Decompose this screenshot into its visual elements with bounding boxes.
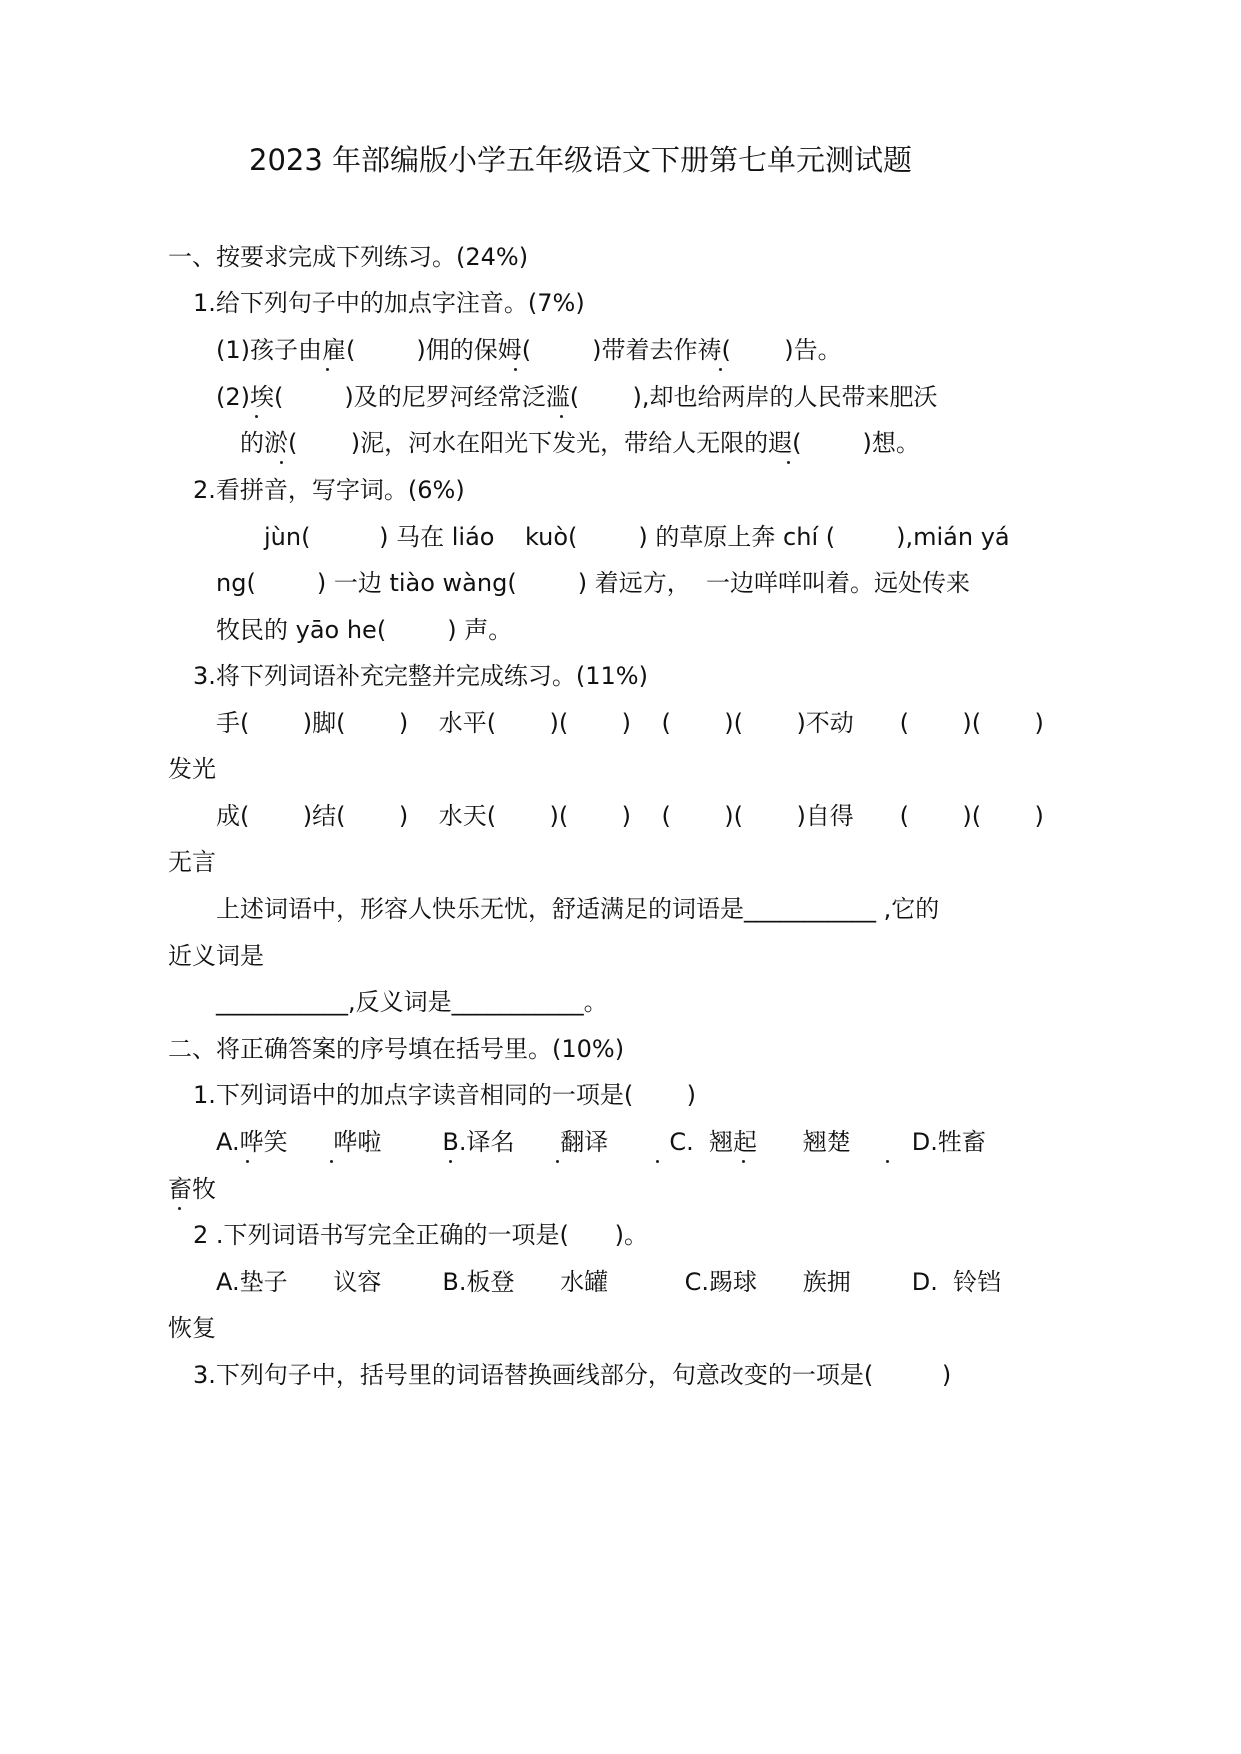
question-1-1-item-1: (1)孩子由雇( )佣的保姆( )带着去作祷( )告。 [216,336,842,364]
pinyin-line-2: ng( ) 一边 tiào wàng( ) 着远方， 一边咩咩叫着。远处传来 [216,569,970,597]
question-2-1: 1.下列词语中的加点字读音相同的一项是( ) [193,1081,697,1109]
exam-title: 2023 年部编版小学五年级语文下册第七单元测试题 [249,143,913,177]
question-1-2: 2.看拼音，写字词。(6%) [193,476,465,504]
emphasis-dot [656,1160,659,1163]
emphasis-dot [886,1160,889,1163]
question-2-2-options-cont: 恢复 [168,1314,216,1342]
idiom-row-2-cont: 无言 [168,848,216,876]
idiom-row-1: 手( )脚( ) 水平( )( ) ( )( )不动 ( )( ) [216,709,1044,737]
emphasis-dot [246,1160,249,1163]
emphasis-dot [330,1160,333,1163]
emphasis-dot [560,415,563,418]
emphasis-dot [280,461,283,464]
question-1-3: 3.将下列词语补充完整并完成练习。(11%) [193,662,648,690]
question-2-1-options-cont: 畜牧 [168,1175,216,1203]
question-2-2: 2 .下列词语书写完全正确的一项是( )。 [193,1221,649,1249]
section-2-heading: 二、将正确答案的序号填在括号里。(10%) [168,1035,625,1063]
emphasis-dot [326,368,329,371]
pinyin-line-1: jùn( ) 马在 liáo kuò( ) 的草原上奔 chí ( ),mián yá [264,523,1010,551]
question-1-1: 1.给下列句子中的加点字注音。(7%) [193,289,585,317]
pinyin-line-3: 牧民的 yāo he( ) 声。 [216,616,513,644]
emphasis-dot [719,368,722,371]
emphasis-dot [742,1160,745,1163]
question-1-1-item-2-cont: 的淤( )泥，河水在阳光下发光，带给人无限的遐( )想。 [240,429,920,457]
idiom-row-1-cont: 发光 [168,755,216,783]
question-2-2-options: A.垫子 议容 B.板登 水罐 C.踢球 族拥 D. 铃铛 [216,1268,1002,1296]
question-2-3: 3.下列句子中，括号里的词语替换画线部分，句意改变的一项是( ) [193,1361,952,1389]
emphasis-dot [787,461,790,464]
emphasis-dot [449,1160,452,1163]
synonym-question-blanks: ___________,反义词是___________。 [216,988,608,1016]
emphasis-dot [255,415,258,418]
idiom-row-2: 成( )结( ) 水天( )( ) ( )( )自得 ( )( ) [216,802,1044,830]
synonym-question: 上述词语中，形容人快乐无忧，舒适满足的词语是___________ ,它的 [216,895,940,923]
emphasis-dot [556,1160,559,1163]
emphasis-dot [178,1207,181,1210]
emphasis-dot [514,368,517,371]
question-2-1-options: A.哗笑 哗啦 B.译名 翻译 C. 翘起 翘楚 D.牲畜 [216,1128,986,1156]
section-1-heading: 一、按要求完成下列练习。(24%) [168,243,529,271]
synonym-question-cont: 近义词是 [168,942,264,970]
question-1-1-item-2: (2)埃( )及的尼罗河经常泛滥( ),却也给两岸的人民带来肥沃 [216,383,938,411]
